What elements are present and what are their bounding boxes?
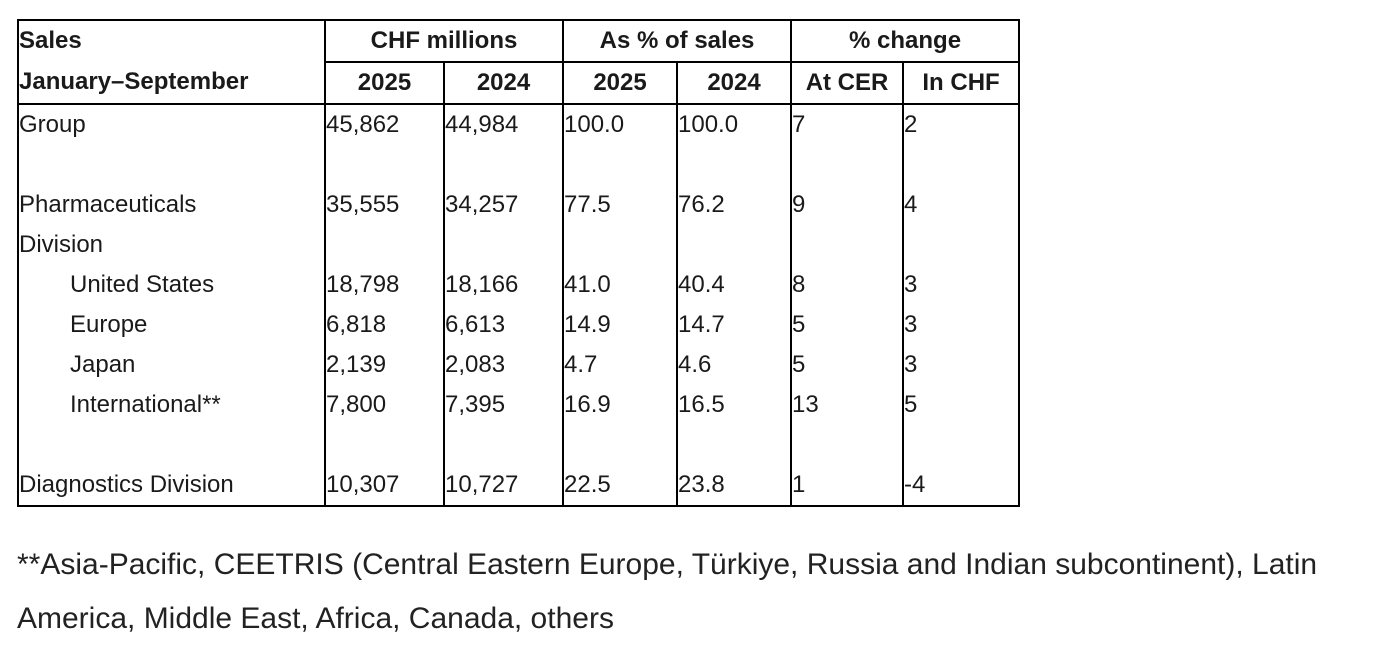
row-label: International** [18, 385, 325, 425]
cell-chf-2024: 44,984 [444, 104, 563, 145]
row-label: Europe [18, 305, 325, 345]
cell-cer: 9 [791, 185, 903, 225]
cell-pct-2024: 14.7 [677, 305, 791, 345]
cell-chf-2025: 6,818 [325, 305, 444, 345]
cell-chf: -4 [904, 471, 926, 498]
cell-pct-2025: 4.7 [563, 345, 677, 385]
period-header: January–September [18, 62, 325, 104]
col-in-chf: In CHF [903, 62, 1019, 104]
cell-chf: 5 [904, 391, 918, 418]
row-label: Japan [18, 345, 325, 385]
footnote: **Asia-Pacific, CEETRIS (Central Eastern Europe, Türkiye, Russia and Indian subcontinent), Latin America, Middle East, Africa, Canada, others [17, 548, 1318, 635]
cell-cer: 8 [791, 265, 903, 305]
spacer-row [18, 425, 1019, 465]
cell-chf: 3 [904, 271, 918, 298]
cell-chf-2024: 18,166 [444, 265, 563, 305]
cell-cer: 1 [791, 465, 903, 506]
cell-chf-2025: 18,798 [325, 265, 444, 305]
table-row [18, 345, 1019, 385]
cell-chf: 4 [904, 191, 918, 218]
cell-pct-2024: 100.0 [677, 104, 791, 145]
table-row [18, 104, 1019, 145]
pct-change-header: % change [791, 20, 1019, 62]
cell-chf-2024: 10,727 [444, 465, 563, 506]
col-pct-2025: 2025 [563, 62, 677, 104]
header-row-1 [18, 20, 1019, 62]
cell-cer: 5 [791, 345, 903, 385]
row-label: United States [18, 265, 325, 305]
cell-chf-2024: 2,083 [444, 345, 563, 385]
spacer-row [18, 145, 1019, 185]
col-pct-2024: 2024 [677, 62, 791, 104]
cell-chf-2025: 10,307 [325, 465, 444, 506]
cell-pct-2024: 40.4 [677, 265, 791, 305]
cell-pct-2025: 77.5 [563, 185, 677, 225]
table-row [18, 185, 1019, 225]
cell-cer: 5 [791, 305, 903, 345]
cell-pct-2025: 100.0 [563, 104, 677, 145]
cell-cer: 7 [791, 104, 903, 145]
col-at-cer: At CER [791, 62, 903, 104]
chf-millions-header: CHF millions [325, 20, 563, 62]
table-row [18, 465, 1019, 506]
cell-pct-2024: 23.8 [677, 465, 791, 506]
row-label: Group [18, 104, 325, 145]
cell-chf: 2 [904, 111, 918, 138]
cell-pct-2025: 16.9 [563, 385, 677, 425]
col-chf-2025: 2025 [325, 62, 444, 104]
cell-pct-2024: 4.6 [677, 345, 791, 385]
cell-cer: 13 [791, 385, 903, 425]
table-row-continuation [18, 225, 1019, 265]
cell-pct-2025: 14.9 [563, 305, 677, 345]
cell-chf-2025: 35,555 [325, 185, 444, 225]
col-chf-2024: 2024 [444, 62, 563, 104]
cell-pct-2024: 76.2 [677, 185, 791, 225]
cell-chf-2024: 6,613 [444, 305, 563, 345]
cell-chf-2024: 34,257 [444, 185, 563, 225]
table-row [18, 385, 1019, 425]
table-row [18, 265, 1019, 305]
cell-pct-2024: 16.5 [677, 385, 791, 425]
cell-pct-2025: 22.5 [563, 465, 677, 506]
table-row [18, 305, 1019, 345]
row-label-header: Sales [18, 20, 325, 62]
row-label: Pharmaceuticals [18, 185, 325, 225]
cell-chf-2024: 7,395 [444, 385, 563, 425]
sales-table [17, 19, 1020, 507]
pct-sales-header: As % of sales [563, 20, 791, 62]
header-row-2 [18, 62, 1019, 104]
cell-pct-2025: 41.0 [563, 265, 677, 305]
cell-chf-2025: 7,800 [325, 385, 444, 425]
cell-chf: 3 [904, 311, 918, 338]
cell-chf: 3 [904, 351, 918, 378]
row-label: Diagnostics Division [18, 465, 325, 506]
cell-chf-2025: 45,862 [325, 104, 444, 145]
cell-chf-2025: 2,139 [325, 345, 444, 385]
row-label-line2: Division [18, 225, 325, 265]
